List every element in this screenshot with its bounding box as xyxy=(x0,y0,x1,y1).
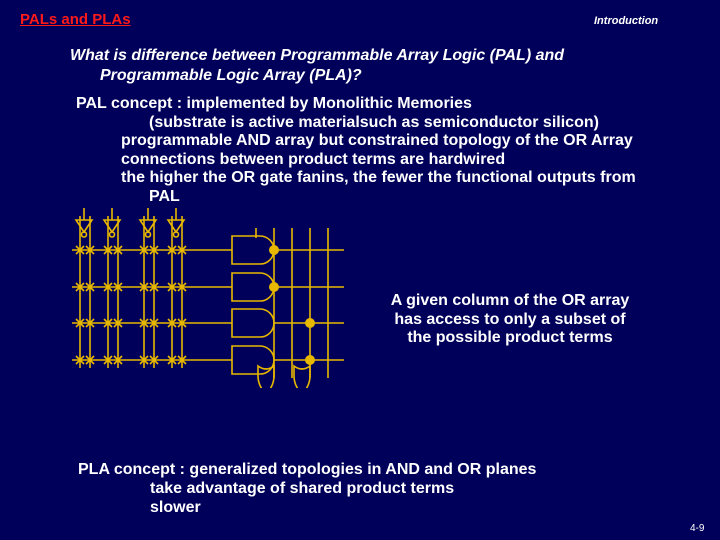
pla-line-3: slower xyxy=(150,499,201,516)
question-line-2: Programmable Logic Array (PLA)? xyxy=(100,67,362,84)
slide-title: PALs and PLAs xyxy=(20,11,131,28)
pal-line-4: connections between product terms are hardwired xyxy=(121,150,506,168)
question-text xyxy=(70,46,564,86)
pal-line-5: the higher the OR gate fanins, the fewer the functional outputs from xyxy=(121,169,636,186)
pal-line-2: (substrate is active materialsuch as semiconductor silicon) xyxy=(149,113,599,131)
note-line-3: the possible product terms xyxy=(407,329,613,346)
note-line-2: has access to only a subset of xyxy=(394,310,626,328)
pla-line-1: PLA concept : generalized topologies in AND and OR planes xyxy=(78,461,537,478)
note-line-1: A given column of the OR array xyxy=(390,292,630,309)
input-buffer-icons xyxy=(76,220,184,237)
and-array-columns xyxy=(80,216,182,368)
diagram-note xyxy=(360,292,660,348)
pal-line-3: programmable AND array but constrained topology of the OR Array xyxy=(121,132,633,149)
pal-concept xyxy=(76,95,636,206)
section-label: Introduction xyxy=(594,15,659,27)
pla-concept xyxy=(78,460,536,517)
product-term-rows xyxy=(72,250,232,360)
page-number: 4-9 xyxy=(690,523,705,534)
pla-line-2: take advantage of shared product terms xyxy=(150,480,455,497)
question-line-1: What is difference between Programmable Array Logic (PAL) and xyxy=(70,47,565,64)
pal-line-1: PAL concept : implemented by Monolithic Memories xyxy=(76,95,472,112)
and-gate-icons xyxy=(232,236,274,374)
pal-circuit-diagram xyxy=(60,208,350,388)
pal-line-6: PAL xyxy=(149,187,180,205)
fuse-x-marks xyxy=(76,246,186,364)
or-gate-icons xyxy=(258,366,310,388)
